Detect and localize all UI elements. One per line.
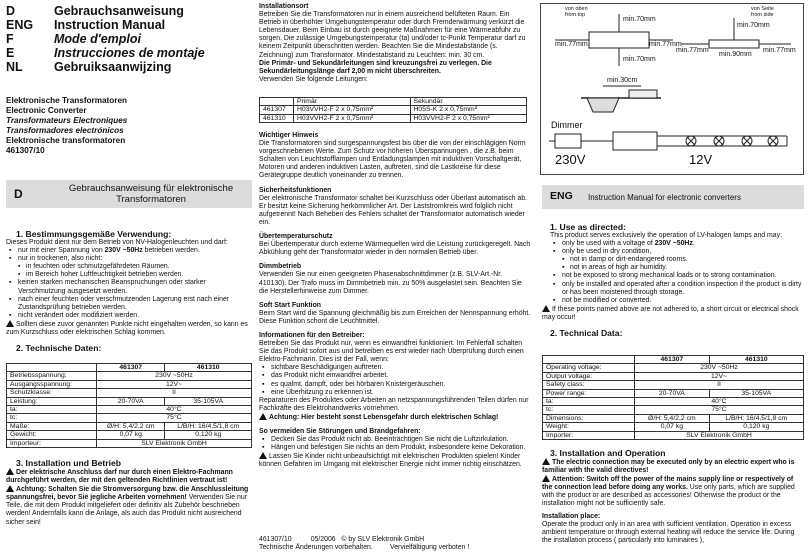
list-item: ▪ not in areas of high air humidity.: [550, 264, 804, 272]
table-cell: H03VVH2-F 2 x 0,75mm²: [294, 114, 411, 122]
table-cell: ta:: [7, 406, 97, 414]
lang-title: Mode d'emploi: [54, 32, 141, 46]
diagram-label: von oben from top: [565, 6, 588, 18]
table-cell: H03VVH2-F 2 x 0,75mm²: [294, 106, 411, 114]
footer-line: 461307/10 05/2006 © by SLV Elektronik GmbH: [259, 536, 425, 543]
list-item: ▪ sichtbare Beschädigungen auftreten.: [259, 364, 531, 372]
warning-text: Achtung: Hier besteht sonst Lebensgefahr durch elektrischen Schlag!: [269, 413, 499, 421]
eng-install-section: [542, 448, 804, 545]
table-cell: H05S-K 2 x 0,75mm²: [410, 106, 527, 114]
list-item: ▪ Decken Sie das Produkt nicht ab. Beeinträchtigen Sie nicht die Luftzirkulation.: [259, 436, 531, 444]
heading: 2. Technische Daten:: [16, 343, 102, 354]
middle-column: [259, 3, 531, 84]
lang-title: Instrucciones de montaje: [54, 46, 205, 60]
subtitle-block: [6, 96, 127, 156]
warning-icon: [6, 485, 14, 492]
bullet-list: [542, 272, 804, 304]
table-cell: 0,07 kg: [97, 431, 165, 439]
warning-icon: [259, 452, 267, 459]
table-cell: Gewicht:: [7, 431, 97, 439]
warning-icon: [6, 320, 14, 327]
warning-text: Der elektrische Anschluss darf nur durch einen Elektro-Fachmann durchgeführt werden, der mit den geltenden Richtlinien vertraut ist!: [6, 469, 233, 485]
table-cell: 0,07 kg: [635, 423, 710, 431]
warning-icon: [6, 468, 14, 475]
heading: 1. Use as directed:: [550, 222, 626, 232]
table-cell: [260, 98, 294, 106]
list-item: ▪ nicht verändert oder modifiziert werden.: [6, 312, 254, 320]
list-item: ▪ not in damp or dirt-endangered rooms.: [550, 256, 804, 264]
bulb-icon: [686, 136, 696, 146]
warning-text: Achtung: Schalten Sie die Stromversorgung bzw. die Anschlussleitung spannungsfrei, bevor Sie jegliche Arbeiten vornehmen!: [6, 486, 249, 502]
table-cell: 12V~: [635, 372, 804, 380]
bullet-list: [6, 279, 254, 319]
diagram-label: Dimmer: [551, 120, 583, 130]
subtitle: Electronic Converter: [6, 106, 87, 115]
subtitle: Elektronische Transformatoren: [6, 96, 128, 105]
warning-icon: [542, 458, 550, 465]
warning: [542, 305, 804, 322]
bulb-icon: [742, 136, 752, 146]
table-header: 461310: [165, 364, 252, 372]
bullet-list: [542, 240, 804, 256]
table-cell: Ausgangsspannung:: [7, 380, 97, 388]
lang-code: D: [6, 4, 16, 18]
list-item: ▪ eine Überhitzung zu erkennen ist.: [259, 389, 531, 397]
list-item: ▪ nach einer feuchten oder verschmutzenden Lagerung erst nach einer Zustandsprüfung betrieben werden.: [6, 296, 254, 312]
transformer-side-view: [709, 40, 759, 48]
diagram-label: von Seite from side: [751, 6, 774, 18]
de-use-section: [6, 229, 254, 353]
middle-column-lower: [259, 131, 531, 469]
bullet-list: [6, 247, 254, 263]
list-item: ▪ im Bereich hoher Luftfeuchtigkeit betrieben werden.: [6, 271, 254, 279]
article-number: 461307/10: [6, 146, 45, 155]
diagram-label: min.77mm: [649, 41, 682, 48]
list-item: ▪ not be exposed to strong mechanical loads or to strong contamination.: [550, 272, 804, 280]
heading: Wichtiger Hinweis: [259, 132, 319, 139]
bulb-icon: [714, 136, 724, 146]
paragraph: Operate the product only in an area with sufficient ventilation. Operation in excess ambient temperature or through external heating will reduce the service life. During the installation process ( particularly into luminaires ),: [542, 520, 795, 544]
warning-text: The electric connection may be executed only by an electric expert who is familiar with the valid directives!: [542, 459, 795, 475]
diagram-label: min.77mm: [676, 47, 709, 54]
table-cell: [543, 356, 635, 364]
section-bar-eng: [542, 185, 804, 209]
table-cell: 461307: [260, 106, 294, 114]
table-cell: 0,120 kg: [165, 431, 252, 439]
bullet-list: [259, 436, 531, 452]
heading: Installation place:: [542, 512, 601, 520]
subtitle: Elektronische transformatoren: [6, 136, 126, 145]
list-item: ▪ Hängen und befestigen Sie nichts an dem Produkt, insbesondere keine Dekoration.: [259, 444, 531, 452]
section-code: ENG: [550, 190, 573, 202]
paragraph: Betreiben Sie die Transformatoren nur in einem ausreichend belüfteten Raum. Ein Betrieb in überhöhter Umgebungstemperatur oder durch Fremderwärmung verkürzt die Lebensdauer. Beim Einbau ist durch geeignete Maßnahmen für eine Wärmeabfuhr zu sorgen. Die zulässige Umgebungstemperatur (ta) und/oder tc-Punkt Temperatur darf zu keinem Zeitpunkt überschritten werden. Beachten Sie die Mindestabstände (s. Zeichnung) zum Transformator. Mindestabstand zu Leuchten: min. 30 cm.: [259, 11, 526, 59]
table-cell: 35-105VA: [165, 397, 252, 405]
diagram-label: min.77mm: [555, 41, 588, 48]
heading: Informationen für den Betreiber:: [259, 331, 365, 339]
warning: [259, 413, 531, 422]
heading: 2. Technical Data:: [550, 328, 623, 339]
subtitle: Transformadores electrónicos: [6, 126, 124, 135]
table-cell: Output voltage:: [543, 372, 635, 380]
transformer-top-view: [589, 32, 649, 48]
list-item: ▪ only be used in dry condition,: [550, 248, 804, 256]
table-cell: SLV Elektronik GmbH: [97, 439, 252, 447]
warning-icon: [259, 413, 267, 420]
list-item: ▪ keinen starken mechanischen Beanspruchungen oder starker Verschmutzung ausgesetzt werden.: [6, 279, 254, 295]
table-cell: SLV Elektronik GmbH: [635, 431, 804, 439]
lang-row-f: [6, 32, 141, 46]
diagram-label: min.70mm: [623, 56, 656, 63]
paragraph: Verwenden Sie nur Teile, die mit dem Produkt mitgeliefert oder definitiv als Zubehör beschrieben werden! Andernfalls kann die Anlage, als auch das Produkt nicht ausreichend sicher sein!: [6, 494, 248, 526]
bullet-list: [6, 263, 254, 279]
table-cell: 75°C: [97, 414, 252, 422]
table-header: 461307: [635, 356, 710, 364]
warning: [6, 468, 254, 485]
paragraph: Reparaturen des Produktes oder Arbeiten an netzspannungsführenden Teilen dürfen nur Fachkräfte des Elektrohandwerks vornehmen.: [259, 396, 529, 412]
lang-row-e: [6, 46, 205, 60]
diagram-label: min.70mm: [623, 16, 656, 23]
table-cell: Weight:: [543, 423, 635, 431]
list-item: ▪ in feuchten oder schmutzgefährdeten Räumen.: [6, 263, 254, 271]
table-cell: Importeur:: [7, 439, 97, 447]
diagram-label: min.30cm: [607, 77, 638, 84]
table-cell: 75°C: [635, 406, 804, 414]
warning: [6, 485, 254, 526]
bulb-icon: [768, 136, 778, 146]
table-cell: 0,120 kg: [709, 423, 803, 431]
list-item: ▪ nur mit einer Spannung von 230V ~50Hz betrieben werden.: [6, 247, 254, 255]
table-cell: Dimensions:: [543, 414, 635, 422]
lang-title: Gebrauchsanweisung: [54, 4, 184, 18]
eng-tech-table: [542, 355, 804, 440]
table-cell: Ø/H: 5,4/2,2 cm: [97, 422, 165, 430]
table-cell: ta:: [543, 398, 635, 406]
table-cell: tc:: [543, 406, 635, 414]
table-cell: [7, 364, 97, 372]
section-bar-de: [6, 180, 252, 208]
section-title: Instruction Manual for electronic converters: [588, 193, 741, 202]
table-header: Sekundär: [410, 98, 527, 106]
heading: Übertemperaturschutz: [259, 233, 333, 241]
section-code: D: [14, 187, 23, 201]
lang-code: NL: [6, 60, 23, 74]
heading: Sicherheitsfunktionen: [259, 186, 332, 194]
heading: Soft Start Funktion: [259, 301, 322, 309]
subtitle: Transformateurs Electroniques: [6, 116, 128, 125]
paragraph: Beim Start wird die Spannung gleichmäßig bis zum Erreichen der Nennspannung erhöht. Diese Funktion schont die Leuchtmittel.: [259, 309, 531, 325]
warning: [6, 320, 254, 337]
warning: [542, 475, 804, 508]
heading: Dimmbetrieb: [259, 263, 302, 271]
table-cell: 230V ~50Hz: [97, 372, 252, 380]
dimmer-icon: [555, 134, 581, 148]
table-cell: H03VVH2-F 2 x 0,75mm²: [410, 114, 527, 122]
heading: So vermeiden Sie Störungen und Brandgefahren:: [259, 428, 421, 435]
table-cell: 461310: [260, 114, 294, 122]
table-cell: Ø/H: 5,4/2,2 cm: [635, 414, 710, 422]
list-item: ▪ not be modified or converted.: [550, 297, 804, 305]
section-title: Gebrauchsanweisung für elektronische Transformatoren: [68, 183, 234, 205]
table-cell: L/B/H: 16/4,5/1,8 cm: [165, 422, 252, 430]
table-cell: 12V~: [97, 380, 252, 388]
bullet-list: [259, 364, 531, 396]
heading: Installationsort: [259, 3, 309, 10]
warning-icon: [542, 475, 550, 482]
warning-text: Lassen Sie Kinder nicht unbeaufsichtigt mit elektrischen Produkten spielen! Kinder können Gefahren im Umgang mit elektrischer Energie nicht immer richtig einschätzen.: [259, 453, 522, 469]
table-header: 461310: [709, 356, 803, 364]
table-cell: Schutzklasse:: [7, 389, 97, 397]
diagram-label: 12V: [689, 152, 713, 167]
lang-row-de: [6, 4, 184, 18]
paragraph: Der elektronische Transformator schaltet bei Kurzschluss oder Überlast automatisch ab. Er besitzt keine Sicherung herkömmlicher Art. Der Laststromkreis wird folglich nicht aufgetrennt! Nach Beheben des Fehlers schaltet der Transformator automatisch wieder ein.: [259, 194, 528, 226]
diagram-label: min.90mm: [719, 51, 752, 58]
diagram-svg: [541, 4, 803, 174]
lang-code: ENG: [6, 18, 34, 32]
list-item: ▪ only be installed and operated after a condition inspection if the product is dirty or has been moistened through storage.: [550, 281, 804, 297]
table-cell: Operating voltage:: [543, 364, 635, 372]
paragraph: Die Transformatoren sind surgespannungsfest bis über die von der einschlägigen Norm vorgeschriebenen Werte. Zum Schutz vor höheren Überspannungen , die z.B. beim Schalten von Leuchtstofflampen und Entladungslampen mit induktiven Vorschaltgerät, Motoren und anderen induktiven Lasten, auftreten, sind die Lastkreise für diese Gerätegruppe deutlich voneinander zu trennen.: [259, 140, 526, 180]
paragraph: Verwenden Sie folgende Leitungen:: [259, 75, 368, 83]
table-cell: tc:: [7, 414, 97, 422]
paragraph: Betreiben Sie das Produkt nur, wenn es einwandfrei funktioniert. Im Fehlerfall schalten Sie das Produkt sofort aus und betreiben es erst wieder nach Überprüfung durch einen Elektro-Fachmann. Dies ist der Fall, wenn:: [259, 340, 524, 364]
paragraph: Dieses Produkt dient nur dem Betrieb von NV-Halogenleuchten und darf:: [6, 239, 228, 246]
cable-table: [259, 97, 527, 123]
table-header: Primär: [294, 98, 411, 106]
paragraph: Die Primär- und Sekundärleitungen sind kreuzungsfrei zu verlegen. Die Sekundärleitungslänge darf 2,00 m nicht überschreiten.: [259, 59, 492, 75]
table-cell: II: [97, 389, 252, 397]
transformer-icon: [629, 90, 657, 98]
warning-text: Sollten diese zuvor genannten Punkte nicht eingehalten werden, so kann es zum Kurzschluss oder elektrischen Schlag kommen.: [6, 320, 248, 337]
lang-title: Instruction Manual: [54, 18, 166, 32]
paragraph: Use only parts, which are supplied with the product or are described as accessories! Otherwise the product or the installation might not be sufficiently safe.: [542, 484, 795, 508]
de-install-section: [6, 458, 254, 527]
list-item: ▪ das Produkt nicht einwandfrei arbeitet.: [259, 372, 531, 380]
lang-code: F: [6, 32, 14, 46]
table-cell: Safety class:: [543, 381, 635, 389]
de-tech-table: [6, 363, 252, 448]
table-cell: 35-105VA: [709, 389, 803, 397]
table-cell: Power range:: [543, 389, 635, 397]
table-cell: 20-70VA: [635, 389, 710, 397]
paragraph: This product serves exclusively the operation of LV-halogen lamps and may:: [550, 232, 782, 239]
heading: 3. Installation and Operation: [550, 448, 666, 458]
table-header: 461307: [97, 364, 165, 372]
warning-text: Attention: Switch off the power of the mains supply line or respectively of the connection lead before doing any works.: [542, 476, 794, 492]
table-cell: Importer:: [543, 431, 635, 439]
lang-code: E: [6, 46, 15, 60]
table-cell: Leistung:: [7, 397, 97, 405]
lang-row-nl: [6, 60, 171, 74]
diagram-label: 230V: [555, 152, 586, 167]
table-cell: 230V ~50Hz: [635, 364, 804, 372]
diagram-label: min.70mm: [737, 22, 770, 29]
lang-title: Gebruiksaanwijzing: [54, 60, 172, 74]
warning: [259, 452, 531, 469]
table-cell: 40°C: [635, 398, 804, 406]
lamp-icon: [587, 98, 619, 112]
transformer-box-icon: [613, 132, 657, 150]
footer-line: Technische Änderungen vorbehalten. Vervielfältigung verboten !: [259, 544, 470, 552]
warning-icon: [542, 305, 550, 312]
list-item: ▪ es qualmt, dampft, oder bei hörbaren Knistergeräuschen.: [259, 381, 531, 389]
table-cell: 20-70VA: [97, 397, 165, 405]
table-cell: 40°C: [97, 406, 252, 414]
paragraph: Verwenden Sie nur einen geeigneten Phasenabschnittdimmer (z.B. SLV-Art.-Nr. 410130). Der Trafo muss im Dimmbetrieb min. zu 50% ausgelastet sein. Beachten Sie die Herstellerhinweise zum Dimmer.: [259, 271, 522, 295]
heading: 3. Installation und Betrieb: [16, 458, 122, 468]
lang-row-eng: [6, 18, 165, 32]
heading: 1. Bestimmungsgemäße Verwendung:: [16, 229, 172, 239]
table-cell: II: [635, 381, 804, 389]
paragraph: Bei Übertemperatur durch externe Wärmequellen wird die Leistung zurückgeregelt. Nach Abkühlung geht der Transformator wieder in den normalen Betrieb über.: [259, 241, 531, 257]
warning-text: If these points named above are not adhered to, a short circuit or electrical shock may occur!: [542, 305, 799, 321]
table-cell: Betriebsspannung:: [7, 372, 97, 380]
installation-diagram: [540, 3, 804, 175]
warning: [542, 458, 804, 475]
table-cell: L/B/H: 16/4,5/1,8 cm: [709, 414, 803, 422]
footer: [259, 536, 531, 552]
list-item: ▪ only be used with a voltage of 230V ~50Hz.: [550, 240, 804, 248]
bullet-list: [542, 256, 804, 272]
table-cell: Maße:: [7, 422, 97, 430]
eng-use-section: [542, 222, 804, 338]
header: [0, 0, 255, 160]
diagram-label: min.77mm: [763, 47, 796, 54]
list-item: ▪ nur in trockenen, also nicht:: [6, 255, 254, 263]
